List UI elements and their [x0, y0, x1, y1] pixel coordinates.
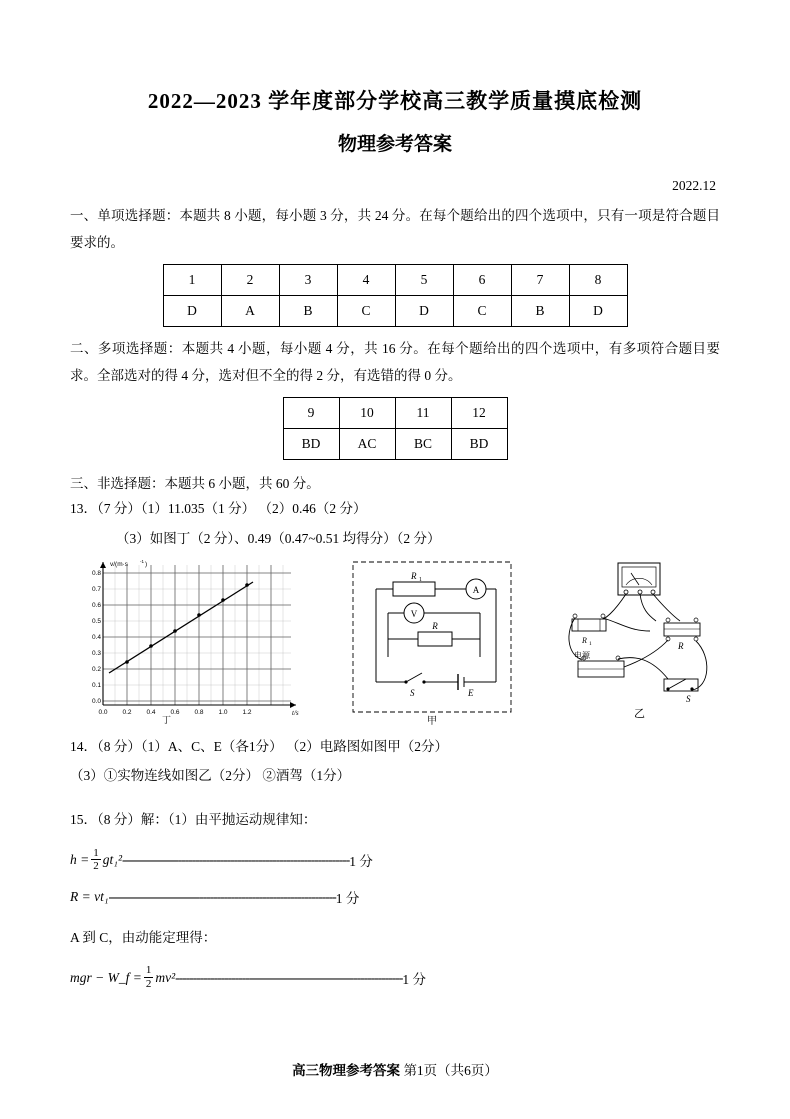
cell-answer: D — [163, 296, 221, 327]
graph-xlabel: t/s — [292, 709, 299, 718]
equation-1-rest: gt₁² — [102, 851, 122, 867]
pictorial-wiring-figure — [560, 557, 720, 732]
label-r: R — [431, 621, 438, 632]
equation-3-rest: mv² — [155, 969, 176, 985]
leader-dots: ----------------------------------------------------------------- — [122, 851, 350, 867]
equation-2 — [70, 887, 720, 907]
label-r1: R — [410, 571, 416, 582]
footer-page-number: 第1页（共6页） — [403, 1063, 498, 1078]
page-title: 2022—2023 学年度部分学校高三教学质量摸底检测 — [147, 89, 643, 113]
cell-answer: C — [453, 296, 511, 327]
svg-text:0.7: 0.7 — [91, 586, 101, 594]
svg-text:0.0: 0.0 — [98, 709, 108, 717]
velocity-time-graph — [70, 557, 305, 727]
svg-text:0.8: 0.8 — [194, 709, 204, 717]
leader-dots: ----------------------------------------------------------------- — [108, 888, 336, 904]
cell-number: 9 — [283, 398, 339, 429]
label-r1-pictorial: R — [582, 636, 587, 646]
question-15-line1: 15．（8 分）解：（1）由平抛运动规律知： — [70, 811, 317, 827]
cell-number: 3 — [279, 265, 337, 296]
cell-answer: A — [221, 296, 279, 327]
label-switch-pictorial: S — [686, 694, 691, 705]
label-battery: E — [467, 688, 473, 699]
svg-text:0.4: 0.4 — [91, 634, 101, 642]
label-ammeter: A — [472, 585, 479, 596]
cell-answer: BC — [395, 429, 451, 460]
footer-text: 高三物理参考答案 — [292, 1063, 401, 1078]
svg-text:0.2: 0.2 — [122, 709, 132, 717]
exam-date: 2022.12 — [672, 178, 716, 193]
fraction-one-half: $\frac{1}{2}$ — [93, 846, 99, 873]
pictorial-wiring-diagram — [560, 557, 720, 732]
circuit-diagram — [348, 557, 518, 727]
cell-number: 12 — [451, 398, 507, 429]
label-power-source: 电源 — [574, 651, 590, 661]
cell-answer: C — [337, 296, 395, 327]
table-row-numbers — [283, 398, 507, 429]
single-choice-answer-table — [163, 264, 628, 327]
section1-instructions: 一、单项选择题：本题共 8 小题，每小题 3 分，共 24 分。在每个题给出的四个选项中，只有一项是符合题目要求的。 — [70, 208, 720, 250]
circuit-caption: 甲 — [426, 716, 437, 728]
graph-corner-label: 丁 — [162, 715, 172, 726]
cell-number: 5 — [395, 265, 453, 296]
question-14-line2: （3）①实物连线如图乙（2分） ②酒驾（1分） — [70, 767, 351, 783]
cell-number: 1 — [163, 265, 221, 296]
equation-3 — [70, 964, 720, 990]
cell-number: 2 — [221, 265, 279, 296]
page-subtitle: 物理参考答案 — [337, 134, 452, 155]
svg-text:1.0: 1.0 — [218, 709, 228, 717]
page-footer — [0, 1059, 790, 1079]
equation-2-left: R = vt₁ — [70, 888, 109, 904]
cell-number: 7 — [511, 265, 569, 296]
figure-row — [70, 557, 720, 732]
cell-number: 11 — [395, 398, 451, 429]
cell-answer: BD — [283, 429, 339, 460]
svg-text:0.3: 0.3 — [91, 650, 101, 658]
svg-text:0.8: 0.8 — [91, 570, 101, 578]
svg-text:0.5: 0.5 — [91, 618, 101, 626]
svg-text:-1: -1 — [140, 559, 145, 565]
cell-answer: AC — [339, 429, 395, 460]
svg-text:0.1: 0.1 — [91, 682, 101, 690]
equation-2-score: 1 分 — [335, 890, 360, 906]
question-14-line1: 14．（8 分）（1）A、C、E（各1分） （2）电路图如图甲（2分） — [70, 739, 448, 755]
velocity-time-graph-figure — [70, 557, 305, 727]
equation-3-left: mgr − W_f = — [70, 969, 142, 985]
graph-ylabel: v/(m·s — [110, 561, 129, 569]
svg-text:1: 1 — [418, 577, 422, 584]
cell-number: 4 — [337, 265, 395, 296]
label-switch: S — [409, 688, 414, 699]
table-row-answers — [283, 429, 507, 460]
cell-answer: D — [395, 296, 453, 327]
svg-text:0.2: 0.2 — [91, 666, 101, 674]
equation-1-score: 1 分 — [349, 853, 373, 869]
svg-text:1: 1 — [589, 641, 592, 648]
svg-text:0.4: 0.4 — [146, 709, 156, 717]
table-row-numbers — [163, 265, 627, 296]
multi-choice-answer-table — [283, 397, 508, 460]
pictorial-caption: 乙 — [634, 708, 645, 721]
table-row-answers — [163, 296, 627, 327]
question-15-line2: A 到 C，由动能定理得： — [70, 929, 217, 945]
question-13-line2: （3）如图丁（2 分）、0.49（0.47~0.51 均得分）（2 分） — [116, 530, 441, 546]
fraction-one-half: $\frac{1}{2}$ — [145, 964, 152, 991]
svg-text:): ) — [145, 561, 148, 569]
cell-answer: BD — [451, 429, 507, 460]
svg-text:1.2: 1.2 — [242, 709, 252, 717]
label-r-pictorial: R — [678, 641, 684, 652]
cell-number: 10 — [339, 398, 395, 429]
cell-number: 6 — [453, 265, 511, 296]
section2-instructions: 二、多项选择题：本题共 4 小题，每小题 4 分，共 16 分。在每个题给出的四个选项中，有多项符合题目要求。全部选对的得 4 分，选对但不全的得 2 分，有选错的得 0 分。 — [70, 341, 720, 383]
circuit-diagram-figure — [348, 557, 518, 727]
section3-instructions: 三、非选择题：本题共 6 小题，共 60 分。 — [70, 476, 320, 491]
svg-text:0.0: 0.0 — [91, 698, 101, 706]
svg-text:0.6: 0.6 — [170, 709, 180, 717]
leader-dots: ----------------------------------------------------------------- — [175, 969, 403, 985]
equation-1 — [70, 847, 720, 873]
cell-answer: B — [511, 296, 569, 327]
equation-1-left: h = — [70, 851, 90, 867]
cell-answer: D — [569, 296, 627, 327]
cell-number: 8 — [569, 265, 627, 296]
label-voltmeter: V — [410, 609, 417, 620]
svg-text:0.6: 0.6 — [91, 602, 101, 610]
cell-answer: B — [279, 296, 337, 327]
question-13-line1: 13．（7 分）（1）11.035（1 分） （2）0.46（2 分） — [70, 501, 367, 516]
equation-3-score: 1 分 — [402, 971, 426, 987]
